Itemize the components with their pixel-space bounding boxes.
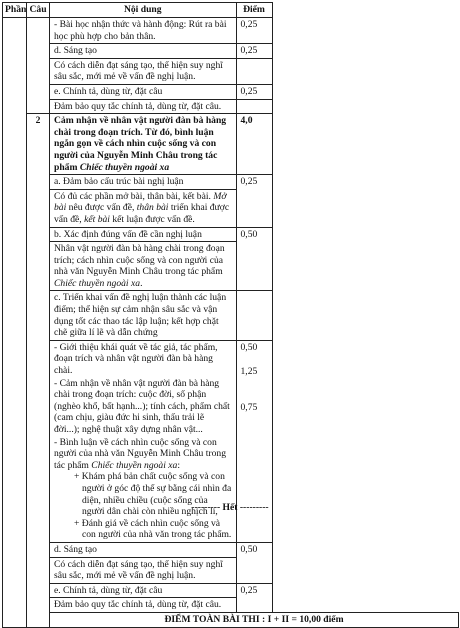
c-point-3-sub-1: + Khám phá bản chất cuộc sống và con người ở góc độ thế sự bằng cái nhìn đa diện, nhiều chiều (cuộc sống của người dân chài còn nhiều nghịch lí, <box>74 471 232 518</box>
d-score: 0,50 <box>236 542 272 583</box>
c-title: c. Triển khai vấn đề nghị luận thành các luận điểm; thể hiện sự cảm nhận sâu sắc và vận dụng tốt các thao tác lập luận; kết hợp chặt chẽ giữa lí lẽ và dẫn chứng <box>50 291 237 340</box>
row-text: - Bài học nhận thức và hành động: Rút ra bài học phù hợp cho bản thân. <box>50 18 237 44</box>
table-row <box>3 44 459 59</box>
row-score: 0,25 <box>236 18 272 44</box>
c-title-score <box>236 291 272 340</box>
e-score: 0,25 <box>236 583 272 612</box>
table-row <box>3 99 459 114</box>
a-title: a. Đảm bảo cấu trúc bài nghị luận <box>50 175 237 190</box>
cau-number-2: 2 <box>27 114 50 627</box>
row-text: Đảm bảo quy tắc chính tả, dùng từ, đặt câu. <box>50 99 237 114</box>
table-row <box>3 542 459 557</box>
table-row <box>3 84 459 99</box>
c-point-3-sub-2: + Đánh giá về cách nhìn cuộc sống và con người của nhà văn trong tác phẩm. <box>74 517 232 541</box>
row-score <box>236 58 272 84</box>
e-desc: Đảm bảo quy tắc chính tả, dùng từ, đặt câu. <box>50 598 237 613</box>
a-desc: Có đủ các phần mở bài, thân bài, kết bài. Mở bài nêu được vấn đề, thân bài triển khai được vấn đề, kết bài kết luận được vấn đề. <box>50 189 237 227</box>
table-row <box>3 18 459 44</box>
table-row <box>3 58 459 84</box>
e-title: e. Chính tả, dùng từ, đặt câu <box>50 583 237 598</box>
c-point-1-score: 0,50 <box>240 341 258 353</box>
header-cau: Câu <box>27 3 50 18</box>
total-row <box>3 612 459 627</box>
scoring-table <box>2 2 459 628</box>
question-2-score: 4,0 <box>236 114 272 175</box>
table-header-row <box>3 3 459 18</box>
row-score: 0,25 <box>236 84 272 99</box>
table-row <box>3 175 459 190</box>
table-row <box>3 189 459 227</box>
b-score: 0,50 <box>236 227 272 291</box>
question-2-text <box>50 114 237 175</box>
table-row <box>3 583 459 598</box>
end-marker: --------- Hết --------- <box>191 502 269 513</box>
b-desc: Nhân vật người đàn bà hàng chài trong đoạn trích; cách nhìn cuộc sống và con người của nhà văn Nguyễn Minh Châu trong tác phẩm Chiếc thuyền ngoài xa. <box>50 242 237 291</box>
table-row <box>3 557 459 583</box>
row-text: Có cách diễn đạt sáng tạo, thể hiện suy nghĩ sâu sắc, mới mẻ về vấn đề nghị luận. <box>50 58 237 84</box>
phan-cell <box>3 18 27 628</box>
a-score: 0,25 <box>236 175 272 227</box>
c-point-2-score: 1,25 <box>240 366 258 378</box>
cau-cell-1 <box>27 18 50 114</box>
c-point-2: - Cảm nhận về nhân vật người đàn bà hàng chài trong đoạn trích: cuộc đời, số phận (nghèo khổ, bất hạnh...); tính cách, phẩm chất (cam chịu, giàu đức hi sinh, thấu trải lẽ đời...); nghệ thuật xây dựng nhân vật... <box>54 377 230 435</box>
table-row <box>3 227 459 242</box>
d-desc: Có cách diễn đạt sáng tạo, thể hiện suy nghĩ sâu sắc, mới mẻ về vấn đề nghị luận. <box>50 557 237 583</box>
row-score: 0,25 <box>236 44 272 59</box>
total-score-text: ĐIỂM TOÀN BÀI THI : I + II = 10,00 điểm <box>50 612 459 627</box>
header-diem: Điểm <box>236 3 272 18</box>
row-text: e. Chính tả, dùng từ, đặt câu <box>50 84 237 99</box>
b-title: b. Xác định đúng vấn đề cần nghị luận <box>50 227 237 242</box>
c-point-3-score: 0,75 <box>240 402 258 414</box>
d-title: d. Sáng tạo <box>50 542 237 557</box>
question-work-title: Chiếc thuyền ngoài xa <box>79 161 170 173</box>
header-phan: Phần <box>3 3 27 18</box>
table-row <box>3 291 459 340</box>
row-text: d. Sáng tạo <box>50 44 237 59</box>
question-2-row <box>3 114 459 175</box>
table-row <box>3 242 459 291</box>
c-point-1: - Giới thiệu khái quát về tác giả, tác phẩm, đoạn trích và nhân vật người đàn bà hàng chài. <box>54 341 218 377</box>
c-point-3: - Bình luận về cách nhìn cuộc sống và con người của nhà văn Nguyễn Minh Châu trong tác phẩm Chiếc thuyền ngoài xa: <box>54 436 227 471</box>
table-row <box>3 598 459 613</box>
question-main: Cảm nhận về nhân vật người đàn bà hàng chài trong đoạn trích. Từ đó, bình luận ngắn gọn về cách nhìn cuộc sống và con người của Nguyễn Minh Châu trong tác phẩm <box>54 115 227 173</box>
row-score <box>236 99 272 114</box>
header-noidung: Nội dung <box>50 3 237 18</box>
